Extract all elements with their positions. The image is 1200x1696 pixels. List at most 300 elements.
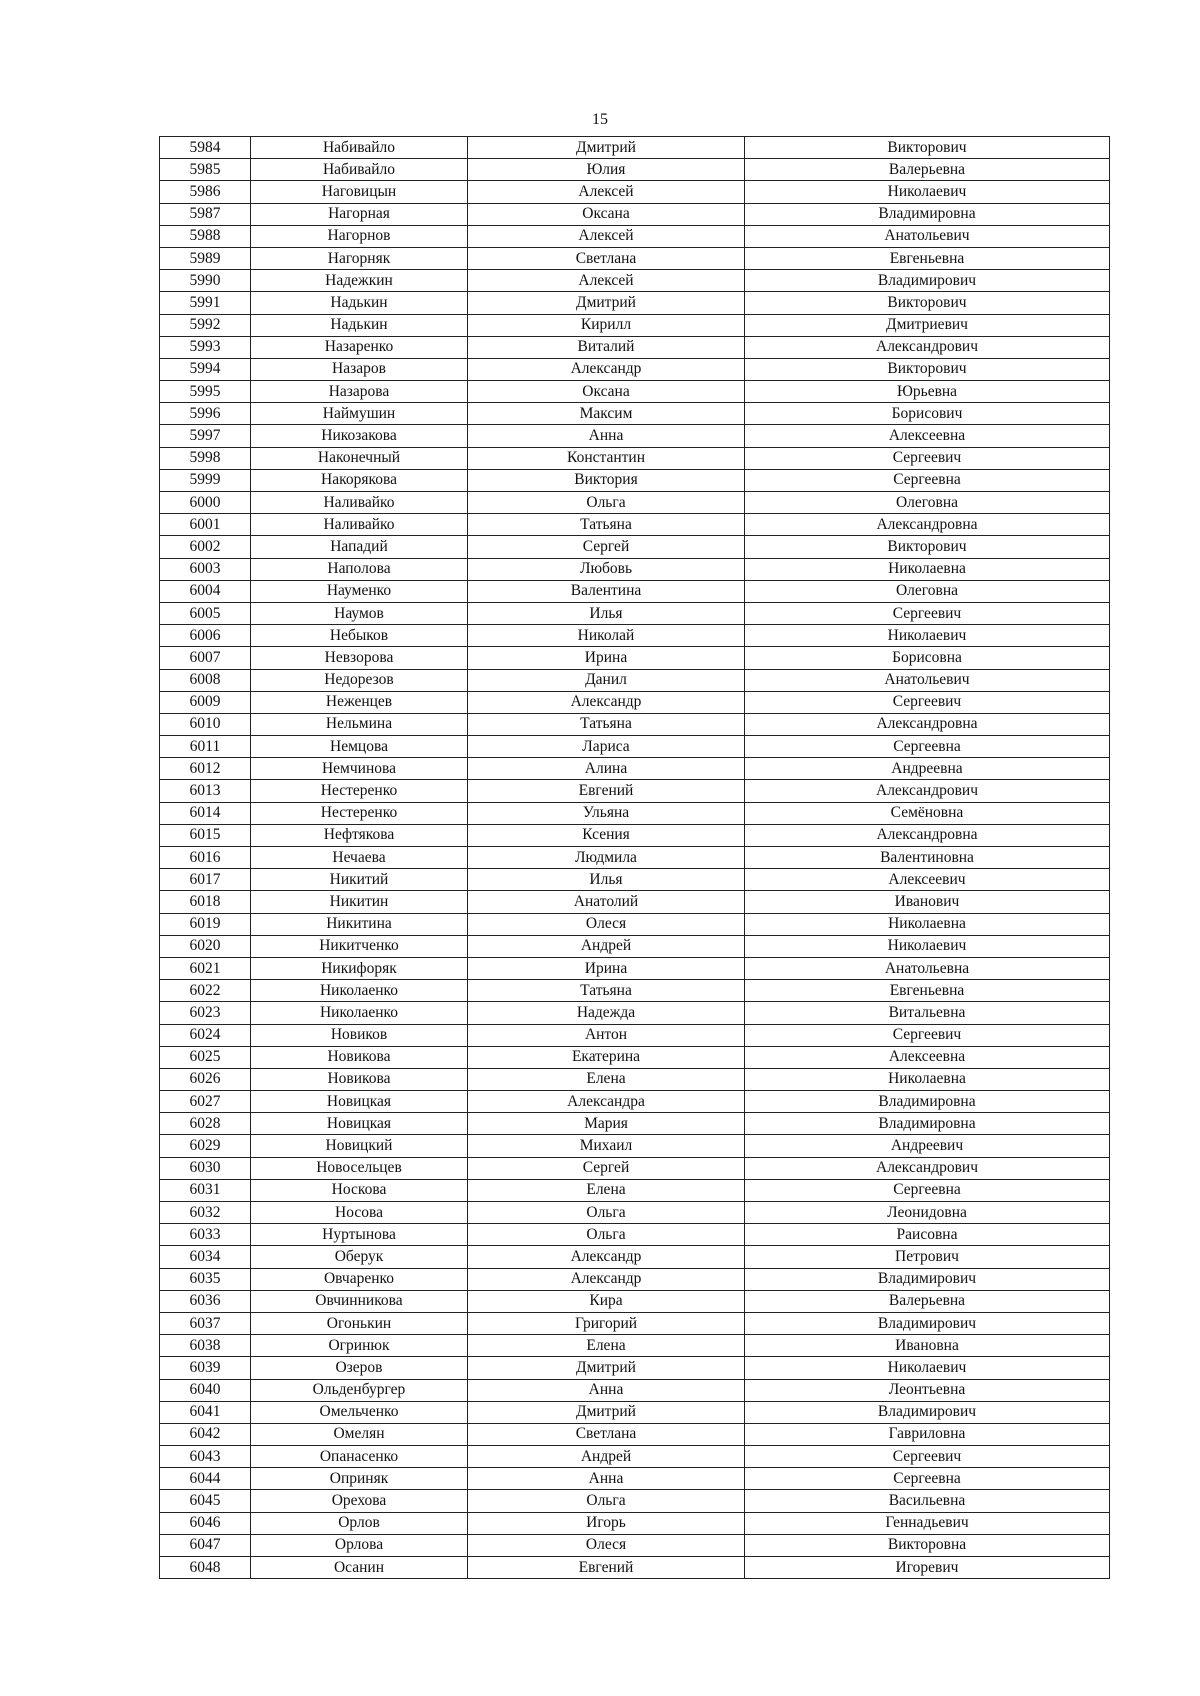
table-row [160,869,1110,891]
row-number-cell: 5992 [160,314,251,336]
table-row [160,1534,1110,1556]
row-number-cell: 5998 [160,447,251,469]
first-name-cell: Анатолий [468,891,745,913]
row-number-cell: 5984 [160,137,251,159]
first-name-cell: Александр [468,1246,745,1268]
patronymic-cell: Валерьевна [745,1290,1110,1312]
table-row [160,1335,1110,1357]
last-name-cell: Осанин [251,1557,468,1579]
first-name-cell: Сергей [468,536,745,558]
page-number: 15 [592,111,608,128]
table-row [160,758,1110,780]
row-number-cell: 6041 [160,1401,251,1423]
last-name-cell: Надькин [251,314,468,336]
table-row [160,1423,1110,1445]
table-row [160,980,1110,1002]
table-row [160,381,1110,403]
last-name-cell: Наливайко [251,492,468,514]
first-name-cell: Светлана [468,1423,745,1445]
last-name-cell: Новикова [251,1046,468,1068]
first-name-cell: Надежда [468,1002,745,1024]
table-row [160,1002,1110,1024]
first-name-cell: Александр [468,358,745,380]
first-name-cell: Кирилл [468,314,745,336]
last-name-cell: Никитченко [251,935,468,957]
patronymic-cell: Андреевна [745,758,1110,780]
table-row [160,1246,1110,1268]
last-name-cell: Омелян [251,1423,468,1445]
first-name-cell: Александра [468,1091,745,1113]
row-number-cell: 5989 [160,247,251,269]
patronymic-cell: Евгеньевна [745,980,1110,1002]
table-row [160,1268,1110,1290]
patronymic-cell: Гавриловна [745,1423,1110,1445]
first-name-cell: Виталий [468,336,745,358]
last-name-cell: Нестеренко [251,802,468,824]
last-name-cell: Огринюк [251,1335,468,1357]
last-name-cell: Назаров [251,358,468,380]
table-row [160,1379,1110,1401]
first-name-cell: Ульяна [468,802,745,824]
first-name-cell: Татьяна [468,713,745,735]
patronymic-cell: Николаевич [745,625,1110,647]
patronymic-cell: Александрович [745,336,1110,358]
table-row [160,1091,1110,1113]
table-row [160,1468,1110,1490]
table-row [160,1557,1110,1579]
last-name-cell: Новицкий [251,1135,468,1157]
row-number-cell: 6001 [160,514,251,536]
patronymic-cell: Леонидовна [745,1202,1110,1224]
last-name-cell: Набивайло [251,137,468,159]
row-number-cell: 6042 [160,1423,251,1445]
first-name-cell: Александр [468,1268,745,1290]
row-number-cell: 6048 [160,1557,251,1579]
last-name-cell: Нельмина [251,713,468,735]
first-name-cell: Ольга [468,492,745,514]
patronymic-cell: Витальевна [745,1002,1110,1024]
patronymic-cell: Сергеевна [745,469,1110,491]
table-row [160,1401,1110,1423]
row-number-cell: 5985 [160,159,251,181]
row-number-cell: 5986 [160,181,251,203]
first-name-cell: Анна [468,1468,745,1490]
patronymic-cell: Владимировна [745,1091,1110,1113]
patronymic-cell: Владимирович [745,1401,1110,1423]
first-name-cell: Евгений [468,1557,745,1579]
patronymic-cell: Владимирович [745,270,1110,292]
row-number-cell: 6038 [160,1335,251,1357]
first-name-cell: Ольга [468,1202,745,1224]
patronymic-cell: Николаевич [745,181,1110,203]
table-row [160,225,1110,247]
last-name-cell: Набивайло [251,159,468,181]
table-row [160,203,1110,225]
first-name-cell: Оксана [468,203,745,225]
first-name-cell: Андрей [468,935,745,957]
row-number-cell: 6010 [160,713,251,735]
first-name-cell: Игорь [468,1512,745,1534]
patronymic-cell: Борисович [745,403,1110,425]
table-row [160,580,1110,602]
row-number-cell: 5991 [160,292,251,314]
first-name-cell: Валентина [468,580,745,602]
row-number-cell: 6044 [160,1468,251,1490]
patronymic-cell: Викторовна [745,1534,1110,1556]
table-row [160,181,1110,203]
patronymic-cell: Викторович [745,137,1110,159]
first-name-cell: Дмитрий [468,1401,745,1423]
first-name-cell: Алексей [468,270,745,292]
row-number-cell: 6005 [160,602,251,624]
patronymic-cell: Валентиновна [745,847,1110,869]
last-name-cell: Орлов [251,1512,468,1534]
table-row [160,514,1110,536]
first-name-cell: Татьяна [468,514,745,536]
patronymic-cell: Юрьевна [745,381,1110,403]
patronymic-cell: Сергеевич [745,1024,1110,1046]
patronymic-cell: Петрович [745,1246,1110,1268]
last-name-cell: Надькин [251,292,468,314]
row-number-cell: 6014 [160,802,251,824]
patronymic-cell: Алексеевна [745,1046,1110,1068]
table-row [160,736,1110,758]
patronymic-cell: Андреевич [745,1135,1110,1157]
table-row [160,1202,1110,1224]
table-row [160,314,1110,336]
last-name-cell: Немчинова [251,758,468,780]
table-row [160,1290,1110,1312]
row-number-cell: 6022 [160,980,251,1002]
last-name-cell: Никифоряк [251,957,468,979]
last-name-cell: Наговицын [251,181,468,203]
first-name-cell: Мария [468,1113,745,1135]
patronymic-cell: Ивановна [745,1335,1110,1357]
row-number-cell: 6033 [160,1224,251,1246]
last-name-cell: Огонькин [251,1312,468,1334]
first-name-cell: Елена [468,1335,745,1357]
first-name-cell: Александр [468,691,745,713]
row-number-cell: 6030 [160,1157,251,1179]
patronymic-cell: Васильевна [745,1490,1110,1512]
last-name-cell: Никитин [251,891,468,913]
table-row [160,492,1110,514]
row-number-cell: 6035 [160,1268,251,1290]
table-row [160,536,1110,558]
row-number-cell: 5988 [160,225,251,247]
last-name-cell: Нападий [251,536,468,558]
first-name-cell: Сергей [468,1157,745,1179]
row-number-cell: 6012 [160,758,251,780]
table-row [160,292,1110,314]
table-row [160,336,1110,358]
last-name-cell: Нагорная [251,203,468,225]
first-name-cell: Николай [468,625,745,647]
first-name-cell: Анна [468,425,745,447]
first-name-cell: Анна [468,1379,745,1401]
table-row [160,137,1110,159]
last-name-cell: Наливайко [251,514,468,536]
table-row [160,469,1110,491]
patronymic-cell: Александровна [745,514,1110,536]
last-name-cell: Овчинникова [251,1290,468,1312]
first-name-cell: Илья [468,602,745,624]
last-name-cell: Никитий [251,869,468,891]
patronymic-cell: Алексеевна [745,425,1110,447]
row-number-cell: 6006 [160,625,251,647]
table-row [160,713,1110,735]
table-row [160,669,1110,691]
first-name-cell: Оксана [468,381,745,403]
first-name-cell: Елена [468,1068,745,1090]
row-number-cell: 6043 [160,1446,251,1468]
table-row [160,358,1110,380]
first-name-cell: Алексей [468,181,745,203]
table-row [160,1357,1110,1379]
last-name-cell: Нестеренко [251,780,468,802]
row-number-cell: 6002 [160,536,251,558]
table-row [160,913,1110,935]
first-name-cell: Олеся [468,913,745,935]
patronymic-cell: Николаевна [745,1068,1110,1090]
last-name-cell: Неженцев [251,691,468,713]
last-name-cell: Оприняк [251,1468,468,1490]
table-row [160,1446,1110,1468]
last-name-cell: Назарова [251,381,468,403]
row-number-cell: 6027 [160,1091,251,1113]
row-number-cell: 6013 [160,780,251,802]
first-name-cell: Ирина [468,957,745,979]
table-row [160,957,1110,979]
patronymic-cell: Сергеевич [745,691,1110,713]
last-name-cell: Науменко [251,580,468,602]
patronymic-cell: Сергеевич [745,602,1110,624]
row-number-cell: 5996 [160,403,251,425]
first-name-cell: Ирина [468,647,745,669]
row-number-cell: 5990 [160,270,251,292]
patronymic-cell: Александровна [745,824,1110,846]
row-number-cell: 6047 [160,1534,251,1556]
patronymic-cell: Раисовна [745,1224,1110,1246]
patronymic-cell: Николаевна [745,913,1110,935]
table-row [160,558,1110,580]
first-name-cell: Константин [468,447,745,469]
last-name-cell: Овчаренко [251,1268,468,1290]
patronymic-cell: Александрович [745,1157,1110,1179]
last-name-cell: Новицкая [251,1091,468,1113]
patronymic-cell: Семёновна [745,802,1110,824]
patronymic-cell: Николаевич [745,1357,1110,1379]
patronymic-cell: Сергеевна [745,1468,1110,1490]
table-row [160,1157,1110,1179]
last-name-cell: Оберук [251,1246,468,1268]
last-name-cell: Небыков [251,625,468,647]
row-number-cell: 6009 [160,691,251,713]
last-name-cell: Ольденбургер [251,1379,468,1401]
row-number-cell: 6040 [160,1379,251,1401]
table-row [160,1113,1110,1135]
table-row [160,647,1110,669]
first-name-cell: Данил [468,669,745,691]
last-name-cell: Опанасенко [251,1446,468,1468]
row-number-cell: 6019 [160,913,251,935]
table-row [160,602,1110,624]
first-name-cell: Илья [468,869,745,891]
patronymic-cell: Иванович [745,891,1110,913]
table-row [160,935,1110,957]
first-name-cell: Кира [468,1290,745,1312]
first-name-cell: Юлия [468,159,745,181]
row-number-cell: 6028 [160,1113,251,1135]
last-name-cell: Наумов [251,602,468,624]
last-name-cell: Озеров [251,1357,468,1379]
row-number-cell: 6024 [160,1024,251,1046]
last-name-cell: Никозакова [251,425,468,447]
first-name-cell: Алексей [468,225,745,247]
first-name-cell: Алина [468,758,745,780]
first-name-cell: Максим [468,403,745,425]
first-name-cell: Ольга [468,1224,745,1246]
last-name-cell: Немцова [251,736,468,758]
patronymic-cell: Анатольевич [745,225,1110,247]
last-name-cell: Недорезов [251,669,468,691]
patronymic-cell: Владимирович [745,1268,1110,1290]
table-row [160,1490,1110,1512]
patronymic-cell: Викторович [745,358,1110,380]
first-name-cell: Дмитрий [468,1357,745,1379]
patronymic-cell: Сергеевна [745,1179,1110,1201]
table-row [160,447,1110,469]
row-number-cell: 6017 [160,869,251,891]
patronymic-cell: Леонтьевна [745,1379,1110,1401]
table-row [160,802,1110,824]
last-name-cell: Невзорова [251,647,468,669]
row-number-cell: 6011 [160,736,251,758]
patronymic-cell: Николаевич [745,935,1110,957]
patronymic-cell: Владимирович [745,1312,1110,1334]
row-number-cell: 6007 [160,647,251,669]
patronymic-cell: Валерьевна [745,159,1110,181]
patronymic-cell: Олеговна [745,580,1110,602]
first-name-cell: Дмитрий [468,137,745,159]
first-name-cell: Лариса [468,736,745,758]
first-name-cell: Антон [468,1024,745,1046]
table-row [160,1312,1110,1334]
patronymic-cell: Борисовна [745,647,1110,669]
last-name-cell: Нагорняк [251,247,468,269]
row-number-cell: 6045 [160,1490,251,1512]
row-number-cell: 6003 [160,558,251,580]
last-name-cell: Надежкин [251,270,468,292]
patronymic-cell: Владимировна [745,203,1110,225]
first-name-cell: Олеся [468,1534,745,1556]
table-row [160,159,1110,181]
row-number-cell: 6032 [160,1202,251,1224]
patronymic-cell: Николаевна [745,558,1110,580]
first-name-cell: Ольга [468,1490,745,1512]
row-number-cell: 5993 [160,336,251,358]
first-name-cell: Елена [468,1179,745,1201]
last-name-cell: Новикова [251,1068,468,1090]
table-row [160,824,1110,846]
row-number-cell: 5987 [160,203,251,225]
patronymic-cell: Сергеевич [745,1446,1110,1468]
row-number-cell: 6039 [160,1357,251,1379]
patronymic-cell: Евгеньевна [745,247,1110,269]
row-number-cell: 5999 [160,469,251,491]
patronymic-cell: Александрович [745,780,1110,802]
patronymic-cell: Анатольевич [745,669,1110,691]
last-name-cell: Орехова [251,1490,468,1512]
patronymic-cell: Владимировна [745,1113,1110,1135]
last-name-cell: Нечаева [251,847,468,869]
row-number-cell: 6016 [160,847,251,869]
table-row [160,1224,1110,1246]
row-number-cell: 5994 [160,358,251,380]
row-number-cell: 6021 [160,957,251,979]
patronymic-cell: Сергеевна [745,736,1110,758]
last-name-cell: Накорякова [251,469,468,491]
last-name-cell: Наймушин [251,403,468,425]
registry-table [159,136,1110,1579]
table-row [160,425,1110,447]
first-name-cell: Виктория [468,469,745,491]
first-name-cell: Ксения [468,824,745,846]
patronymic-cell: Викторович [745,292,1110,314]
table-row [160,247,1110,269]
first-name-cell: Андрей [468,1446,745,1468]
table-row [160,625,1110,647]
row-number-cell: 6018 [160,891,251,913]
table-row [160,1179,1110,1201]
row-number-cell: 6046 [160,1512,251,1534]
row-number-cell: 6025 [160,1046,251,1068]
last-name-cell: Назаренко [251,336,468,358]
row-number-cell: 6031 [160,1179,251,1201]
row-number-cell: 6015 [160,824,251,846]
table-row [160,847,1110,869]
first-name-cell: Людмила [468,847,745,869]
first-name-cell: Светлана [468,247,745,269]
last-name-cell: Нагорнов [251,225,468,247]
first-name-cell: Евгений [468,780,745,802]
table-row [160,1512,1110,1534]
table-row [160,1135,1110,1157]
first-name-cell: Григорий [468,1312,745,1334]
row-number-cell: 6036 [160,1290,251,1312]
last-name-cell: Новицкая [251,1113,468,1135]
row-number-cell: 5997 [160,425,251,447]
patronymic-cell: Дмитриевич [745,314,1110,336]
last-name-cell: Нефтякова [251,824,468,846]
row-number-cell: 6029 [160,1135,251,1157]
first-name-cell: Дмитрий [468,292,745,314]
row-number-cell: 6020 [160,935,251,957]
last-name-cell: Носова [251,1202,468,1224]
table-row [160,1046,1110,1068]
table-row [160,780,1110,802]
row-number-cell: 6026 [160,1068,251,1090]
row-number-cell: 6000 [160,492,251,514]
patronymic-cell: Викторович [745,536,1110,558]
row-number-cell: 6008 [160,669,251,691]
first-name-cell: Татьяна [468,980,745,1002]
last-name-cell: Никитина [251,913,468,935]
patronymic-cell: Игоревич [745,1557,1110,1579]
last-name-cell: Наконечный [251,447,468,469]
row-number-cell: 6023 [160,1002,251,1024]
last-name-cell: Орлова [251,1534,468,1556]
